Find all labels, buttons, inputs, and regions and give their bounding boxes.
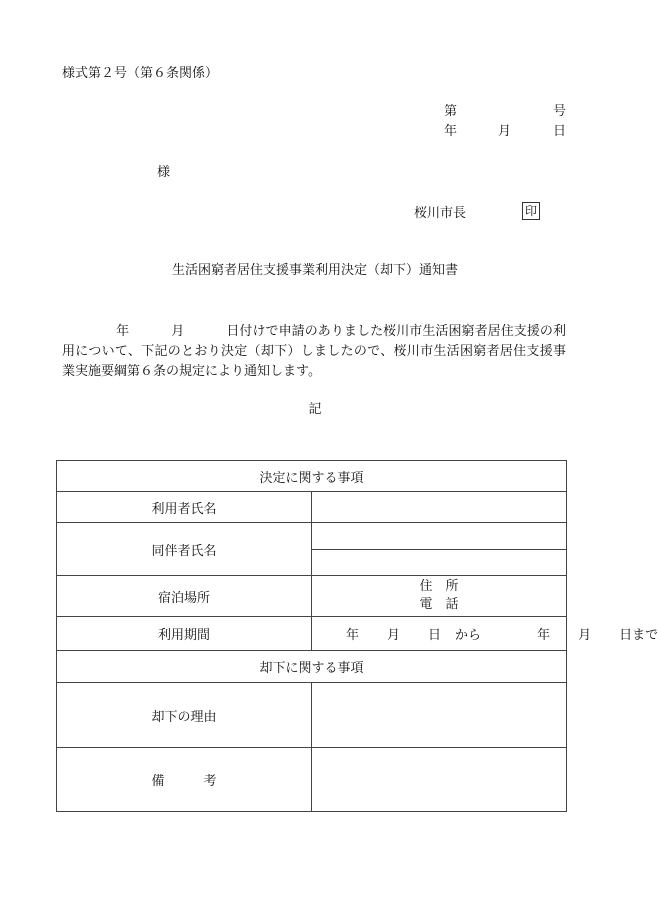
companion-name-label: 同伴者氏名 bbox=[57, 523, 312, 576]
date-month: 月 bbox=[498, 124, 512, 139]
period-to-month: 月 bbox=[578, 628, 592, 643]
form-number: 様式第２号（第６条関係） bbox=[62, 66, 219, 81]
phone-label: 電 話 bbox=[419, 597, 459, 612]
ki-heading: 記 bbox=[308, 402, 322, 417]
addressee: 様 bbox=[157, 165, 171, 180]
document-title: 生活困窮者居住支援事業利用決定（却下）通知書 bbox=[171, 263, 458, 278]
body-text: 日付けで申請のありました桜川市生活困窮者居住支援の利用について、下記のとおり決定（却下）しましたので、桜川市生活困窮者居住支援事業実施要綱第６条の規定により通知します。 bbox=[62, 324, 566, 379]
decision-section-header: 決定に関する事項 bbox=[57, 461, 567, 492]
period-label: 利用期間 bbox=[57, 617, 312, 651]
notice-table bbox=[56, 460, 658, 812]
lodging-label: 宿泊場所 bbox=[57, 576, 312, 617]
body-month: 月 bbox=[171, 324, 185, 339]
seal-mark: 印 bbox=[522, 202, 540, 220]
body-paragraph bbox=[62, 322, 566, 382]
document-number-prefix: 第 bbox=[444, 104, 458, 119]
issuer: 桜川市長 bbox=[414, 206, 467, 221]
date-year: 年 bbox=[444, 124, 458, 139]
remarks-field[interactable] bbox=[312, 748, 567, 812]
date-day: 日 bbox=[553, 124, 567, 139]
rejection-reason-label: 却下の理由 bbox=[57, 683, 312, 748]
period-from-month: 月 bbox=[387, 628, 401, 643]
period-field[interactable] bbox=[312, 617, 658, 651]
period-to-year: 年 bbox=[537, 628, 551, 643]
period-to-until: 日まで bbox=[619, 628, 658, 643]
user-name-field[interactable] bbox=[312, 492, 567, 523]
period-from-day: 日 bbox=[428, 628, 442, 643]
period-from-kara: から bbox=[455, 628, 482, 643]
body-year: 年 bbox=[116, 324, 130, 339]
remarks-label: 備 考 bbox=[57, 748, 312, 812]
rejection-section-header: 却下に関する事項 bbox=[57, 651, 567, 683]
companion-name-field-2[interactable] bbox=[312, 550, 567, 576]
rejection-reason-field[interactable] bbox=[312, 683, 567, 748]
document-number-suffix: 号 bbox=[553, 104, 567, 119]
user-name-label: 利用者氏名 bbox=[57, 492, 312, 523]
companion-name-field-1[interactable] bbox=[312, 523, 567, 550]
address-label: 住 所 bbox=[419, 579, 459, 594]
lodging-field[interactable] bbox=[312, 576, 567, 617]
period-from-year: 年 bbox=[346, 628, 360, 643]
